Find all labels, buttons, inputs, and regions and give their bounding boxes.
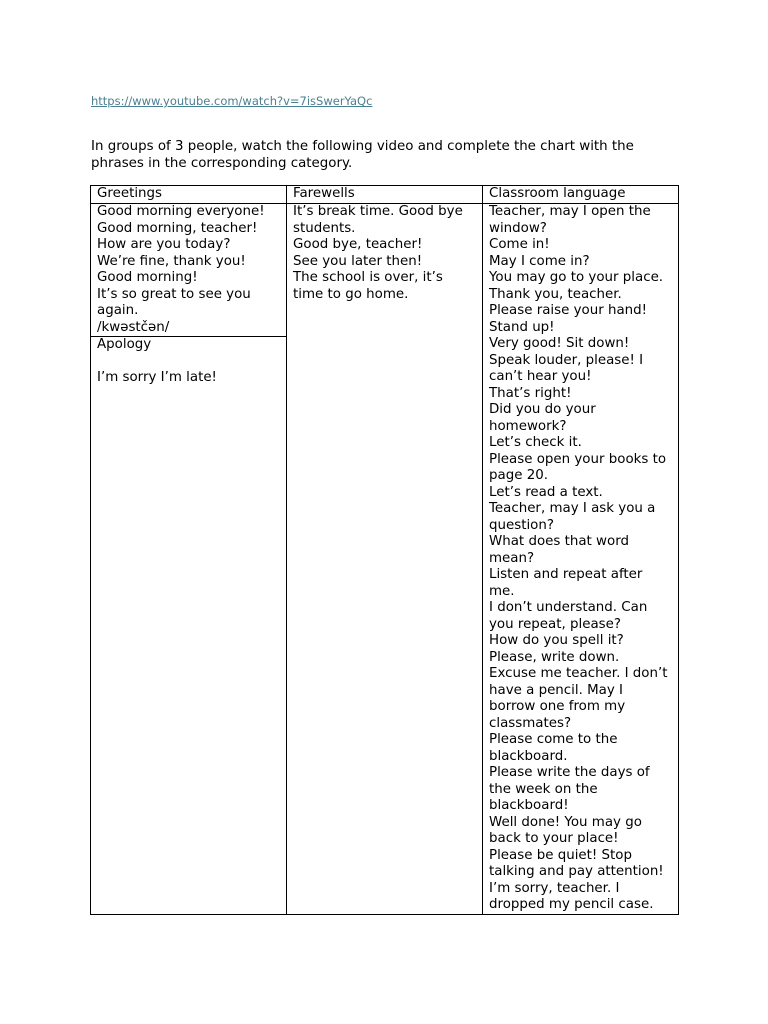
greeting-phrase: Good morning! <box>97 270 198 285</box>
classroom-phrase: Listen and repeat after me. <box>489 567 643 599</box>
greetings-list <box>97 204 280 336</box>
classroom-phrase: Let’s read a text. <box>489 484 603 500</box>
greetings-cell <box>91 204 287 337</box>
classroom-phrase: Teacher, may I open the window? <box>489 204 651 236</box>
greeting-phrase: /kwəstčən/ <box>97 319 170 335</box>
classroom-phrase: Thank you, teacher. <box>489 286 622 302</box>
farewell-phrase: Good bye, teacher! <box>293 237 423 252</box>
classroom-phrase: Stand up! <box>489 319 555 335</box>
farewell-phrase: See you later then! <box>293 253 423 269</box>
classroom-phrase: What does that word mean? <box>489 534 629 566</box>
greeting-phrase: We’re fine, thank you! <box>97 253 246 269</box>
farewell-phrase: The school is over, it’s time to go home. <box>293 270 443 302</box>
classroom-phrase: You may go to your place. <box>489 270 664 285</box>
classroom-phrase: Well done! You may go back to your place! <box>489 814 642 846</box>
instructions-text: In groups of 3 people, watch the following video and complete the chart with the phrases in the corresponding category. <box>91 139 634 171</box>
classroom-phrase: Did you do your homework? <box>489 402 596 434</box>
classroom-phrase: I’m sorry, teacher. I dropped my pencil case. <box>489 880 654 912</box>
classroom-phrase: Please come to the blackboard. <box>489 732 618 764</box>
classroom-language-list <box>489 204 672 914</box>
apology-title: Apology <box>97 337 152 352</box>
classroom-phrase: Excuse me teacher. I don’t have a pencil. May I borrow one from my classmates? <box>489 666 668 731</box>
farewell-phrase: It’s break time. Good bye students. <box>293 204 463 236</box>
classroom-phrase: Please be quiet! Stop talking and pay attention! <box>489 847 664 879</box>
classroom-phrase: Please write the days of the week on the blackboard! <box>489 765 650 813</box>
classroom-phrase: Please, write down. <box>489 649 620 665</box>
greeting-phrase: Good morning, teacher! <box>97 220 258 236</box>
content-row <box>91 204 679 337</box>
header-classroom-language: Classroom language <box>483 186 679 204</box>
header-greetings: Greetings <box>91 186 287 204</box>
classroom-phrase: Please raise your hand! <box>489 303 648 318</box>
classroom-phrase: Please open your books to page 20. <box>489 451 667 483</box>
classroom-phrase: Let’s check it. <box>489 435 582 450</box>
classroom-phrase: Speak louder, please! I can’t hear you! <box>489 352 644 384</box>
farewells-cell <box>287 204 483 915</box>
greeting-phrase: It’s so great to see you again. <box>97 286 251 318</box>
classroom-phrase: Teacher, may I ask you a question? <box>489 501 656 533</box>
header-farewells: Farewells <box>287 186 483 204</box>
classroom-language-cell <box>483 204 679 915</box>
farewells-list <box>293 204 476 303</box>
greeting-phrase: How are you today? <box>97 237 231 252</box>
classroom-phrase: I don’t understand. Can you repeat, please? <box>489 600 648 632</box>
phrases-chart <box>90 185 679 915</box>
classroom-phrase: How do you spell it? <box>489 633 624 648</box>
apology-list <box>97 370 280 387</box>
classroom-phrase: Very good! Sit down! <box>489 336 630 351</box>
classroom-phrase: May I come in? <box>489 253 590 269</box>
apology-cell <box>91 337 287 915</box>
classroom-phrase: That’s right! <box>489 385 572 401</box>
classroom-phrase: Come in! <box>489 237 550 252</box>
apology-phrase: I’m sorry I’m late! <box>97 370 217 385</box>
header-row <box>91 186 679 204</box>
greeting-phrase: Good morning everyone! <box>97 204 265 219</box>
video-link[interactable]: https://www.youtube.com/watch?v=7isSwerYaQc <box>91 94 373 108</box>
